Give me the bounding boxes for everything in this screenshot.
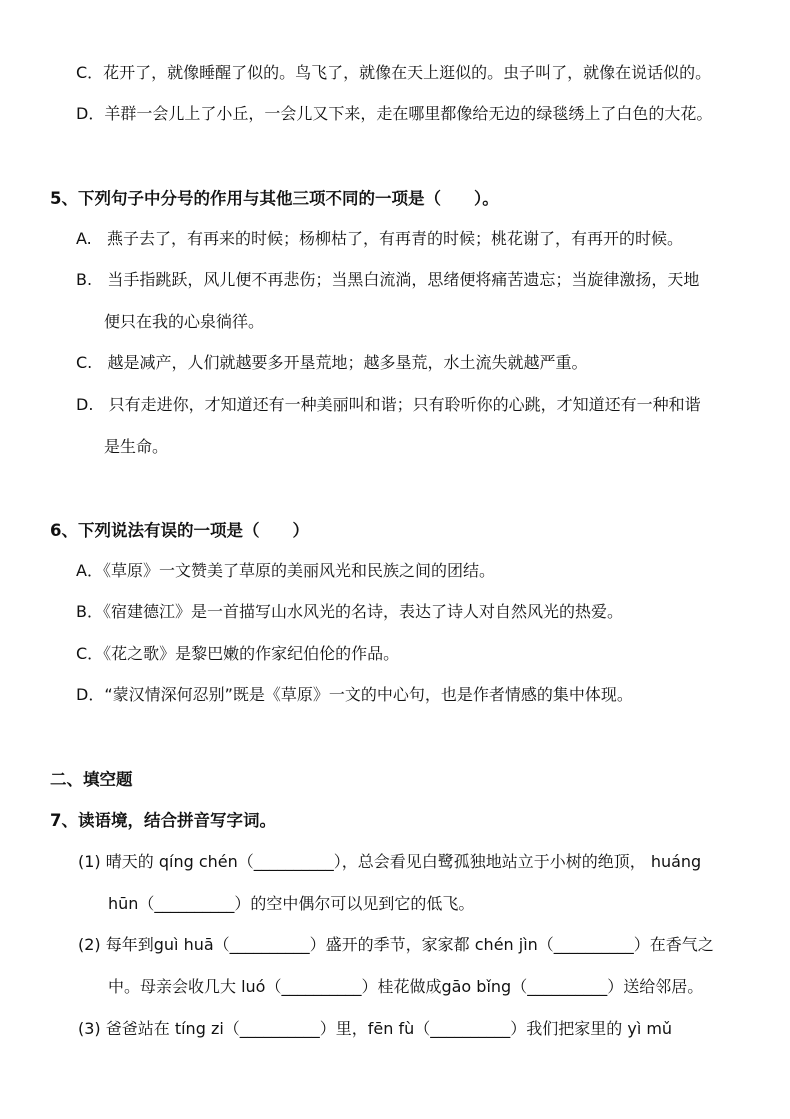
q6-option-d: D．“蒙汉情深何忍别”既是《草原》一文的中心句，也是作者情感的集中体现。	[76, 685, 633, 704]
q7-item-2: (2) 每年到guì huā（__________）盛开的季节，家家都 chén jìn（__________）在香气之	[78, 935, 714, 954]
q6-title: 6、下列说法有误的一项是（ ）	[50, 521, 309, 540]
q5-option-b-cont: 便只在我的心泉徜徉。	[104, 312, 265, 331]
q7-item-1: (1) 晴天的 qíng chén（__________），总会看见白鹭孤独地站立于小树的绝顶， huáng	[78, 852, 702, 871]
q6-option-a: A．《草原》一文赞美了草原的美丽风光和民族之间的团结。	[76, 561, 495, 580]
q5-option-c: C. 越是减产，人们就越要多开垦荒地；越多垦荒，水土流失就越严重。	[76, 353, 588, 372]
section-title: 二、填空题	[50, 770, 133, 789]
q6-option-c: C．《花之歌》是黎巴嫩的作家纪伯伦的作品。	[76, 644, 400, 663]
q5-option-b: B. 当手指跳跃，风儿便不再悲伤；当黑白流淌，思绪便将痛苦遗忘；当旋律激扬，天地	[76, 270, 700, 289]
q5-title: 5、下列句子中分号的作用与其他三项不同的一项是（ ）。	[50, 189, 499, 208]
q5-option-d: D. 只有走进你，才知道还有一种美丽叫和谐；只有聆听你的心跳，才知道还有一种和谐	[76, 395, 701, 414]
q7-item-3: (3) 爸爸站在 tíng zi（__________）里，fēn fù（__________）我们把家里的 yì mǔ	[78, 1019, 673, 1038]
q5-option-d-cont: 是生命。	[104, 437, 169, 456]
q4-option-c: C．花开了，就像睡醒了似的。鸟飞了，就像在天上逛似的。虫子叫了，就像在说话似的。	[76, 63, 712, 82]
q5-option-a: A. 燕子去了，有再来的时候；杨柳枯了，有再青的时候；桃花谢了，有再开的时候。	[76, 229, 684, 248]
q7-title: 7、读语境，结合拼音写字词。	[50, 811, 276, 830]
q4-option-d: D．羊群一会儿上了小丘，一会儿又下来，走在哪里都像给无边的绿毯绣上了白色的大花。	[76, 104, 713, 123]
q7-item-2-cont: 中。母亲会收几大 luó（__________）桂花做成gāo bǐng（__________）送给邻居。	[108, 977, 704, 996]
q6-option-b: B．《宿建德江》是一首描写山水风光的名诗，表达了诗人对自然风光的热爱。	[76, 602, 623, 621]
q7-item-1-cont: hūn（__________）的空中偶尔可以见到它的低飞。	[108, 894, 475, 913]
